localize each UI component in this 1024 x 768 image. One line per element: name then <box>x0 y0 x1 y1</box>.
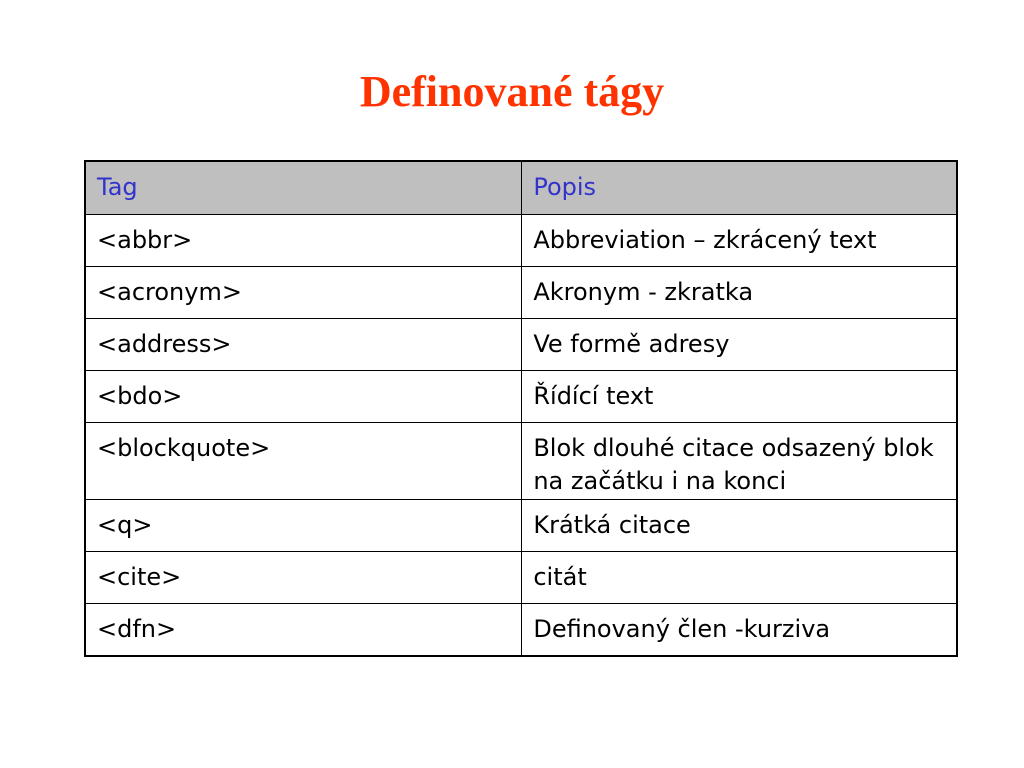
tag-cell: <acronym> <box>85 267 522 319</box>
description-cell: Definovaný člen -kurziva <box>522 604 957 657</box>
table-row <box>85 371 957 423</box>
description-cell: Abbreviation – zkrácený text <box>522 215 957 267</box>
table-header-row <box>85 161 957 215</box>
slide-title: Definované tágy <box>359 67 665 116</box>
table-row <box>85 267 957 319</box>
header-description: Popis <box>522 161 957 215</box>
tag-cell: <blockquote> <box>85 423 522 500</box>
table-row <box>85 319 957 371</box>
header-tag: Tag <box>85 161 522 215</box>
tag-cell: <q> <box>85 500 522 552</box>
tag-cell: <bdo> <box>85 371 522 423</box>
tag-cell: <address> <box>85 319 522 371</box>
tag-cell: <cite> <box>85 552 522 604</box>
tag-table <box>84 160 958 657</box>
table-row <box>85 423 957 500</box>
description-cell: Blok dlouhé citace odsazený blok na začátku i na konci <box>522 423 957 500</box>
description-cell: Akronym - zkratka <box>522 267 957 319</box>
table-row <box>85 215 957 267</box>
description-cell: citát <box>522 552 957 604</box>
description-cell: Ve formě adresy <box>522 319 957 371</box>
description-cell: Řídící text <box>522 371 957 423</box>
table-row <box>85 500 957 552</box>
description-cell: Krátká citace <box>522 500 957 552</box>
table-row <box>85 604 957 657</box>
tag-cell: <abbr> <box>85 215 522 267</box>
table-row <box>85 552 957 604</box>
tag-cell: <dfn> <box>85 604 522 657</box>
